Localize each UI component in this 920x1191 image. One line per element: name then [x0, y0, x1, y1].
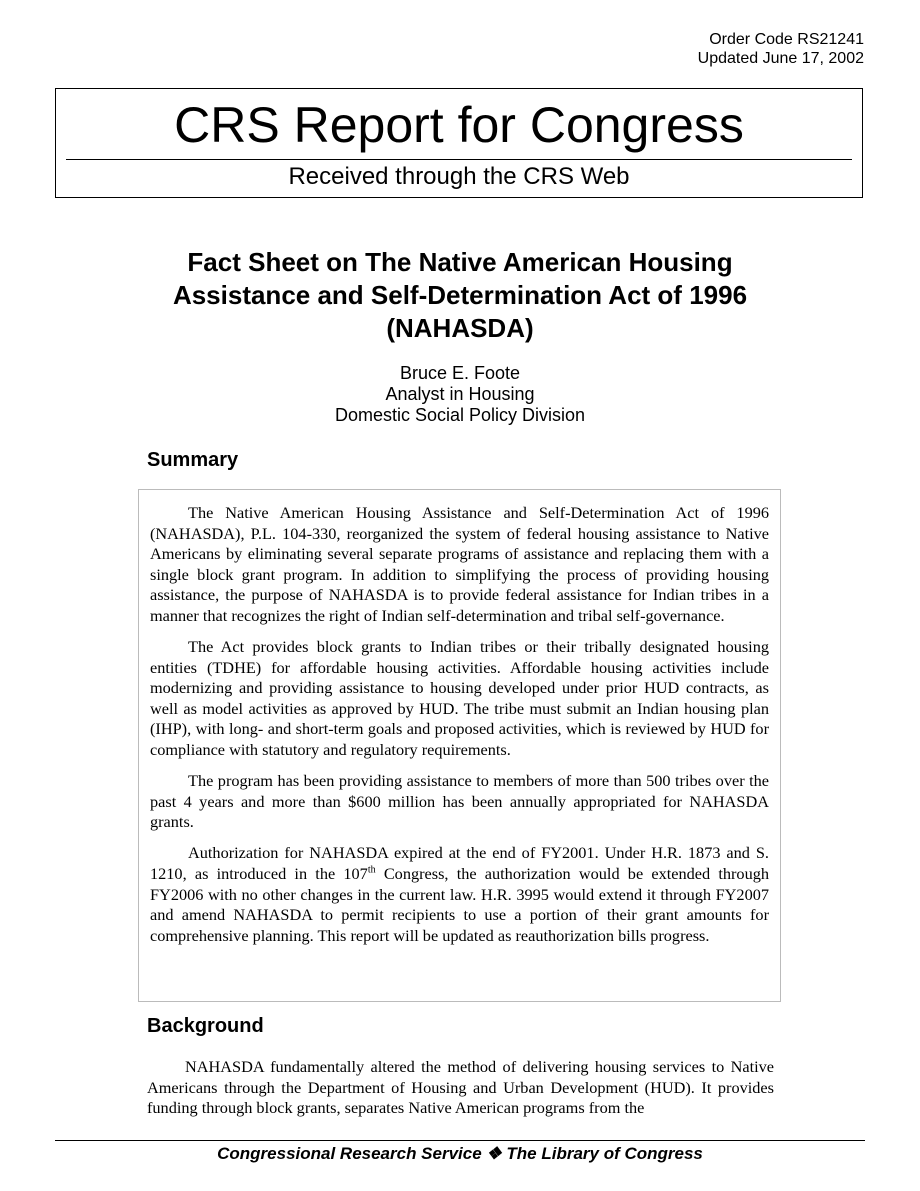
order-code: Order Code RS21241: [709, 31, 864, 48]
ordinal-suffix: th: [367, 864, 376, 876]
banner-divider: [66, 159, 852, 160]
author-division: Domestic Social Policy Division: [334, 405, 586, 425]
background-heading: Background: [147, 1015, 264, 1037]
author-block: [260, 363, 660, 426]
summary-box: [138, 489, 781, 1002]
footer-loc: The Library of Congress: [506, 1144, 703, 1163]
document-title: Fact Sheet on The Native American Housing Assistance and Self-Determination Act of 1996 (NAHASDA): [172, 247, 748, 343]
order-info: [698, 30, 864, 68]
footer-divider: [55, 1140, 865, 1141]
summary-text: Authorization for NAHASDA expired at the end of FY2001. Under H.R. 1873 and S. 1210, as introduced in the 107: [150, 843, 769, 883]
summary-text: Congress, the authorization would be extended through FY2006 with no other changes in the current law. H.R. 3995 would extend it through FY2007 and amend NAHASDA to permit recipients to use a portion of their grant amounts for comprehensive planning. This report will be updated as reauthorization bills progress.: [150, 864, 769, 945]
summary-paragraph: The Act provides block grants to Indian tribes or their tribally designated housing entities (TDHE) for affordable housing activities. Affordable housing activities include modernizing and providing assistance to housing developed under prior HUD contracts, as well as model activities as approved by HUD. The tribe must submit an Indian housing plan (IHP), with long- and short-term goals and proposed activities, which is reviewed by HUD for compliance with statutory and regulatory requirements.: [150, 637, 769, 760]
updated-date: Updated June 17, 2002: [697, 50, 864, 67]
diamond-separator-icon: ❖: [486, 1144, 502, 1163]
author-title: Analyst in Housing: [385, 384, 535, 404]
summary-paragraph: [150, 843, 769, 946]
background-text: [147, 1057, 774, 1119]
footer-crs: Congressional Research Service: [217, 1144, 482, 1163]
report-banner: [55, 88, 863, 198]
summary-heading: Summary: [147, 449, 239, 471]
author-name: Bruce E. Foote: [399, 363, 521, 383]
footer: [0, 1143, 920, 1164]
banner-title: CRS Report for Congress: [174, 97, 744, 153]
summary-paragraph: The program has been providing assistance to members of more than 500 tribes over the past 4 years and more than $600 million has been annually appropriated for NAHASDA grants.: [150, 771, 769, 832]
summary-paragraph: The Native American Housing Assistance and Self-Determination Act of 1996 (NAHASDA), P.L. 104-330, reorganized the system of federal housing assistance to Native Americans by eliminating several separate programs of assistance and replacing them with a single block grant program. In addition to simplifying the process of providing housing assistance, the purpose of NAHASDA is to provide federal assistance for Indian tribes in a manner that recognizes the right of Indian self-determination and tribal self-governance.: [150, 503, 769, 625]
banner-subtitle: Received through the CRS Web: [288, 163, 630, 190]
background-paragraph: NAHASDA fundamentally altered the method of delivering housing services to Native Americans through the Department of Housing and Urban Development (HUD). It provides funding through block grants, separates Native American programs from the: [147, 1057, 774, 1118]
